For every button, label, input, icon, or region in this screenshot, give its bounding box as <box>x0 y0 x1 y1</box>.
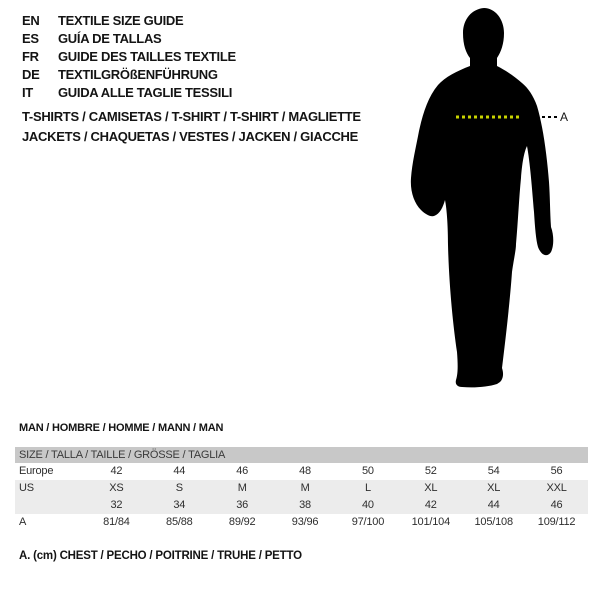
language-title: TEXTILE SIZE GUIDE <box>58 13 184 28</box>
size-cell: 34 <box>173 499 186 511</box>
size-table-header: SIZE / TALLA / TAILLE / GRÖSSE / TAGLIA <box>15 447 588 463</box>
table-row-us-numbers <box>15 497 588 514</box>
size-cell: XL <box>487 482 501 494</box>
size-cell: 38 <box>299 499 311 511</box>
size-cell: 93/96 <box>291 516 319 528</box>
man-silhouette-shape <box>411 8 553 387</box>
size-cell: L <box>364 482 371 494</box>
list-item <box>22 30 236 48</box>
row-label: A <box>19 516 27 528</box>
size-cell: 105/108 <box>474 516 513 528</box>
size-cell: 40 <box>362 499 374 511</box>
size-cell: 50 <box>362 465 374 477</box>
footnote-chest-measurement: A. (cm) CHEST / PECHO / POITRINE / TRUHE / PETTO <box>19 550 302 562</box>
size-cell: M <box>300 482 310 494</box>
section-title-man: MAN / HOMBRE / HOMME / MANN / MAN <box>19 422 224 434</box>
language-title: TEXTILGRÖßENFÜHRUNG <box>58 67 218 82</box>
measure-label-a: A <box>560 110 568 124</box>
size-table <box>15 447 588 531</box>
row-label: US <box>19 482 34 494</box>
man-silhouette <box>400 0 600 400</box>
size-cell: 89/92 <box>228 516 256 528</box>
list-item <box>22 48 236 66</box>
size-cell: 46 <box>550 499 563 511</box>
language-title: GUIDA ALLE TAGLIE TESSILI <box>58 85 233 100</box>
table-row-chest-a <box>15 514 588 531</box>
man-figure <box>400 0 600 400</box>
size-cell: 97/100 <box>351 516 385 528</box>
language-code: EN <box>22 13 40 28</box>
list-item <box>22 12 236 30</box>
language-guide-list <box>22 12 236 102</box>
size-cell: 56 <box>550 465 563 477</box>
size-cell: 52 <box>424 465 437 477</box>
size-cell: 36 <box>236 499 249 511</box>
category-line-jackets: JACKETS / CHAQUETAS / VESTES / JACKEN / GIACCHE <box>22 128 358 144</box>
language-code: ES <box>22 31 39 46</box>
row-label: Europe <box>19 465 54 477</box>
size-cell: S <box>175 482 183 494</box>
row-label <box>15 497 85 514</box>
size-cell: 44 <box>173 465 186 477</box>
size-cell: 109/112 <box>537 516 576 528</box>
size-cell: XXL <box>546 482 567 494</box>
size-cell: XS <box>109 482 124 494</box>
size-cell: 54 <box>487 465 500 477</box>
language-title: GUIDE DES TAILLES TEXTILE <box>58 49 236 64</box>
size-cell: 101/104 <box>411 516 450 528</box>
size-cell: XL <box>424 482 438 494</box>
list-item <box>22 66 236 84</box>
size-cell: 81/84 <box>103 516 130 528</box>
size-cell: 85/88 <box>166 516 193 528</box>
language-code: DE <box>22 67 40 82</box>
size-cell: 48 <box>299 465 311 477</box>
language-code: IT <box>22 85 33 100</box>
size-cell: 42 <box>424 499 437 511</box>
language-code: FR <box>22 49 39 64</box>
size-cell: 44 <box>487 499 500 511</box>
table-row-europe <box>15 463 588 480</box>
size-cell: 42 <box>110 465 123 477</box>
list-item <box>22 84 236 102</box>
size-cell: 32 <box>110 499 123 511</box>
size-cell: M <box>237 482 247 494</box>
table-row-us-letters <box>15 480 588 497</box>
garment-categories <box>22 107 361 146</box>
language-title: GUÍA DE TALLAS <box>58 31 162 46</box>
size-cell: 46 <box>236 465 249 477</box>
category-line-tshirts: T-SHIRTS / CAMISETAS / T-SHIRT / T-SHIRT / MAGLIETTE <box>22 109 361 124</box>
